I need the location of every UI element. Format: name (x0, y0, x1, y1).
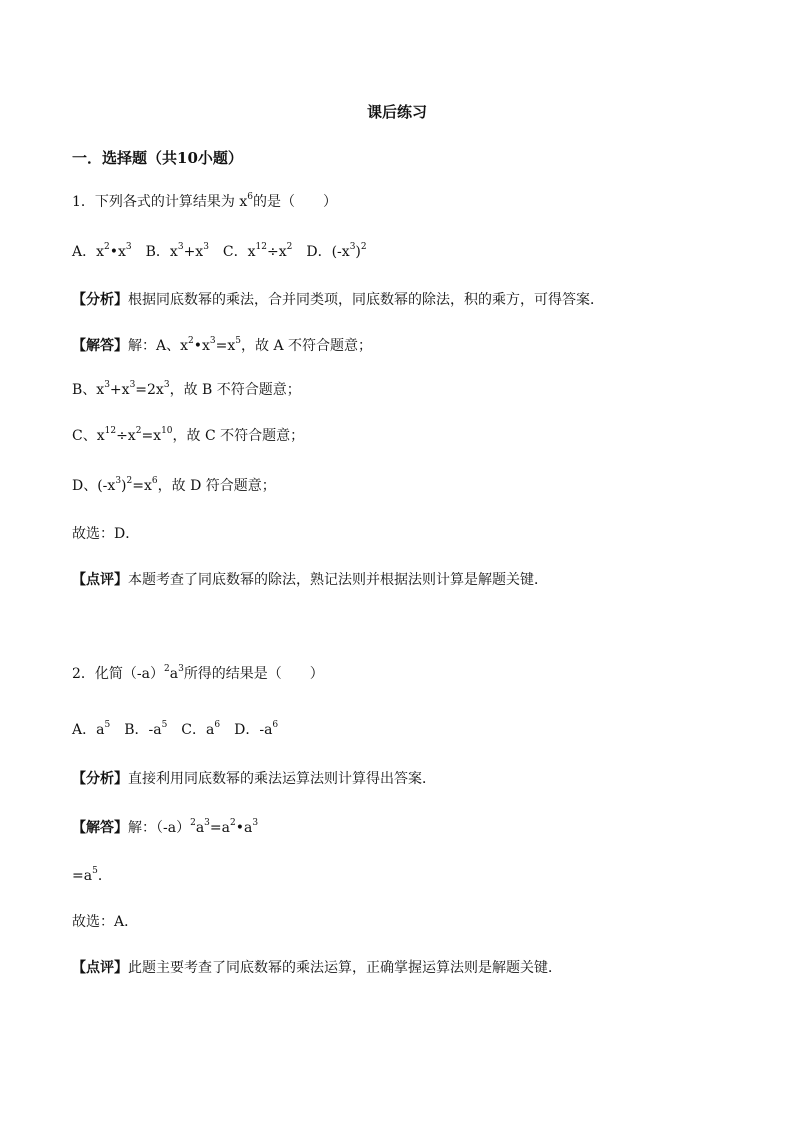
q1-analysis: 【分析】根据同底数幂的乘法，合并同类项，同底数幂的除法，积的乘方，可得答案． (72, 292, 604, 308)
q2-answer: 【解答】解：$(-a)^2a^3=a^2•a^3$ (72, 818, 259, 836)
q2-result: $=a^5$． (72, 866, 112, 884)
q2-analysis: 【分析】直接利用同底数幂的乘法运算法则计算得出答案． (72, 771, 436, 787)
q1-answer-b: B、$x^3+x^3=2x^3$，故 B 不符合题意； (72, 380, 301, 398)
q1-answer-c: C、$x^{12}\div x^2=x^{10}$，故 C 不符合题意； (72, 426, 305, 444)
q1-choice: 故选：D． (72, 526, 140, 542)
q2-options: A．$a^5$ B．$-a^5$ C．$a^6$ D．$-a^6$ (72, 720, 279, 738)
q2-choice: 故选：A． (72, 914, 139, 930)
q1-answer-d: D、$(-x^3)^2=x^6$，故 D 符合题意； (72, 476, 276, 494)
section-heading: 一．选择题（共10小题） (72, 149, 243, 167)
q1-stem: 1．下列各式的计算结果为 $x^6$的是（ ） (72, 192, 337, 210)
q1-comment: 【点评】本题考查了同底数幂的除法，熟记法则并根据法则计算是解题关键． (72, 572, 548, 588)
q2-stem: 2．化简$(-a)^2a^3$所得的结果是（ ） (72, 664, 324, 682)
page-title: 课后练习 (366, 103, 427, 121)
q2-comment: 【点评】此题主要考查了同底数幂的乘法运算，正确掌握运算法则是解题关键． (72, 960, 562, 976)
q1-options: A．$x^2•x^3$ B．$x^3+x^3$ C．$x^{12}\div x^2$ D．$(-x^3)^2$ (72, 242, 367, 260)
q1-answer-a: 【解答】解：A、$x^2•x^3=x^5$，故 A 不符合题意； (72, 336, 373, 354)
